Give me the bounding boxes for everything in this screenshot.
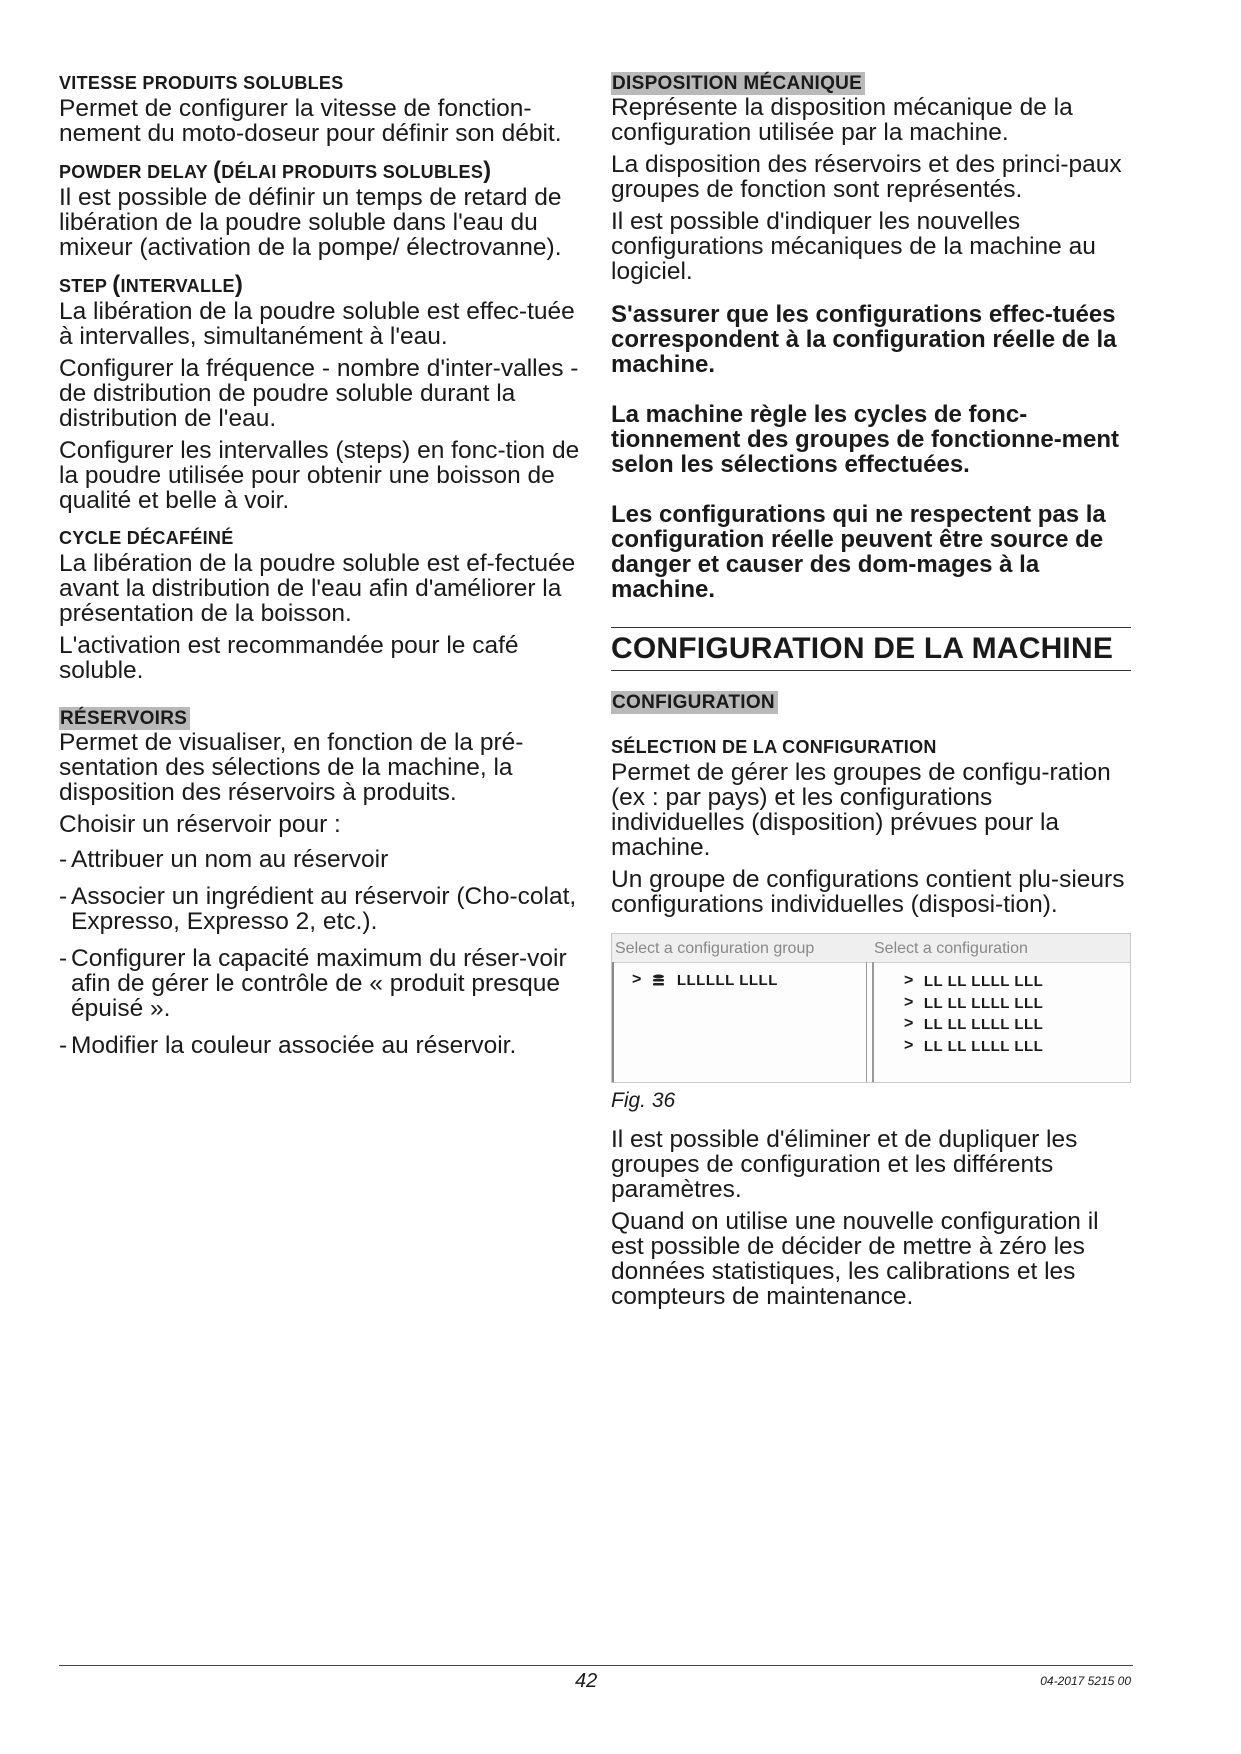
figure-caption: Fig. 36: [611, 1089, 676, 1112]
paragraph: La libération de la poudre soluble est effec-tuée à intervalles, simultanément à l'eau.: [59, 298, 575, 350]
heading-reservoirs: RÉSERVOIRS: [59, 707, 190, 730]
subheading-part: INTERVALLE: [120, 276, 235, 296]
warning-text: S'assurer que les configurations effec-tuées correspondent à la configuration réelle de la machine.: [611, 301, 1117, 378]
bullet-dash: -: [59, 883, 68, 910]
paragraph: La disposition des réservoirs et des princi-paux groupes de fonction sont représentés.: [611, 151, 1122, 203]
heading-disposition: DISPOSITION MÉCANIQUE: [611, 72, 865, 95]
heading-configuration: CONFIGURATION: [611, 691, 778, 714]
config-list-item[interactable]: [904, 1015, 1043, 1033]
config-list-item[interactable]: [904, 994, 1043, 1012]
subheading-part: POWDER DELAY: [59, 162, 213, 182]
right-column: [611, 72, 1131, 1316]
paragraph: L'activation est recommandée pour le café soluble.: [59, 632, 519, 684]
bullet-dash: -: [59, 1032, 68, 1059]
paragraph: Quand on utilise une nouvelle configuration il est possible de décider de mettre à zéro les données statistiques, les calibrations et les compteurs de maintenance.: [611, 1208, 1099, 1310]
paragraph: La libération de la poudre soluble est ef-fectuée avant la distribution de l'eau afin d'améliorer la présentation de la boisson.: [59, 550, 576, 627]
paragraph: Il est possible de définir un temps de retard de libération de la poudre soluble dans l'eau du mixeur (activation de la pompe/ électrovanne).: [59, 184, 562, 261]
config-select-placeholder[interactable]: Select a configuration: [874, 940, 1028, 957]
subheading-part: STEP: [59, 276, 113, 296]
section-decaf: [59, 527, 581, 683]
paren-close: ): [234, 271, 244, 298]
page-number: 42: [575, 1670, 598, 1692]
subheading-step: [59, 271, 581, 298]
database-stack-icon: [652, 974, 665, 987]
paragraph: Choisir un réservoir pour :: [59, 811, 341, 838]
paragraph: Permet de configurer la vitesse de fonction-nement du moto-doseur pour définir son débit.: [59, 95, 562, 147]
bullet-item: [59, 1033, 581, 1058]
subheading-vitesse: VITESSE PRODUITS SOLUBLES: [59, 73, 344, 93]
config-list-item[interactable]: [904, 1037, 1043, 1055]
paragraph: Permet de gérer les groupes de configu-ration (ex : par pays) et les configurations individuelles (disposition) prévues pour la machine.: [611, 759, 1111, 861]
bullet-item: [59, 847, 581, 872]
section-step: [59, 271, 581, 514]
subheading-powder-delay: [59, 157, 581, 184]
section-reservoirs: [59, 707, 581, 1058]
paren-open: (: [112, 271, 121, 298]
group-list-pane: [612, 962, 867, 1082]
config-selector-screenshot: [611, 933, 1131, 1083]
paragraph: Représente la disposition mécanique de la configuration utilisée par la machine.: [611, 94, 1073, 146]
paren-close: ): [483, 157, 492, 184]
paragraph: Permet de visualiser, en fonction de la pré-sentation des sélections de la machine, la disposition des réservoirs à produits.: [59, 729, 524, 806]
warning-text: Les configurations qui ne respectent pas la configuration réelle peuvent être source de danger et causer des dom-mages à la machine.: [611, 501, 1106, 603]
chevron-right-icon: >: [904, 1037, 914, 1054]
bullet-text: Modifier la couleur associée au réservoir.: [71, 1032, 517, 1059]
section-configuration: [611, 691, 1131, 1309]
config-list-pane: [872, 962, 1130, 1082]
paren-open: (: [212, 157, 222, 184]
chevron-right-icon: >: [904, 1015, 914, 1032]
paragraph: Configurer les intervalles (steps) en fonc-tion de la poudre utilisée pour obtenir une boisson de qualité et belle à voir.: [59, 437, 580, 514]
section-vitesse: [59, 72, 581, 146]
section-disposition: [611, 72, 1131, 602]
paragraph: Il est possible d'indiquer les nouvelles configurations mécaniques de la machine au logiciel.: [611, 208, 1096, 285]
subheading-part: DÉLAI PRODUITS SOLUBLES: [221, 162, 484, 182]
subheading-decaf: CYCLE DÉCAFÉINÉ: [59, 528, 234, 548]
selector-header: [612, 934, 1130, 963]
left-column: [59, 72, 581, 1072]
section-title: CONFIGURATION DE LA MACHINE: [611, 627, 1131, 671]
document-reference: 04-2017 5215 00: [1040, 1674, 1131, 1688]
bullet-item: [59, 946, 581, 1021]
paragraph: Il est possible d'éliminer et de dupliquer les groupes de configuration et les différents paramètres.: [611, 1126, 1078, 1203]
config-item-label: LL LL LLLL LLL: [923, 1037, 1044, 1055]
group-list-item[interactable]: [632, 971, 778, 989]
paragraph: Un groupe de configurations contient plu-sieurs configurations individuelles (disposi-tion).: [611, 866, 1125, 918]
config-item-label: LL LL LLLL LLL: [923, 994, 1044, 1012]
bullet-item: [59, 884, 581, 934]
chevron-right-icon: >: [632, 971, 642, 988]
bullet-dash: -: [59, 846, 68, 873]
bullet-text: Configurer la capacité maximum du réser-voir afin de gérer le contrôle de « produit presque épuisé ».: [71, 945, 567, 1022]
bullet-text: Attribuer un nom au réservoir: [71, 846, 389, 873]
footer-divider: [59, 1665, 1133, 1666]
config-list-item[interactable]: [904, 972, 1043, 990]
warning-text: La machine règle les cycles de fonc-tionnement des groupes de fonctionne-ment selon les sélections effectuées.: [611, 401, 1120, 478]
bullet-text: Associer un ingrédient au réservoir (Cho-colat, Expresso, Expresso 2, etc.).: [71, 883, 577, 935]
paragraph: Configurer la fréquence - nombre d'inter-valles - de distribution de poudre soluble durant la distribution de l'eau.: [59, 355, 579, 432]
subheading-selection: SÉLECTION DE LA CONFIGURATION: [611, 737, 937, 757]
chevron-right-icon: >: [904, 972, 914, 989]
chevron-right-icon: >: [904, 994, 914, 1011]
group-item-label: LLLLLL LLLL: [676, 971, 778, 989]
config-item-label: LL LL LLLL LLL: [923, 1015, 1044, 1033]
group-select-placeholder[interactable]: Select a configuration group: [615, 940, 815, 957]
section-powder-delay: [59, 157, 581, 261]
config-item-label: LL LL LLLL LLL: [923, 972, 1044, 990]
bullet-dash: -: [59, 945, 68, 972]
